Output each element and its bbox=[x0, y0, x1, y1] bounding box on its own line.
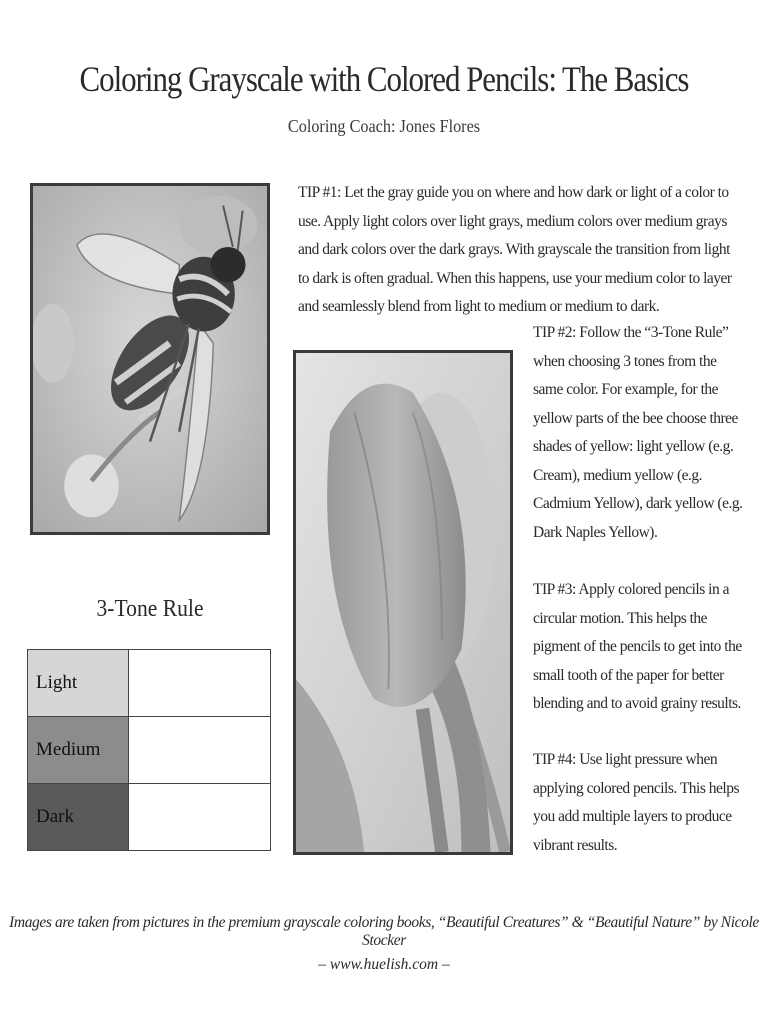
page-subtitle: Coloring Coach: Jones Flores bbox=[287, 116, 481, 136]
tone-swatch-dark bbox=[129, 784, 271, 851]
tone-label-light: Light bbox=[28, 650, 129, 717]
image-credit: Images are taken from pictures in the premium grayscale coloring books, “Beautiful Creatures” & “Beautiful Nature” by Nicole Stocker bbox=[9, 914, 759, 949]
tone-row-light bbox=[28, 650, 271, 717]
tone-row-dark bbox=[28, 784, 271, 851]
page-title: Coloring Grayscale with Colored Pencils: The Basics bbox=[79, 59, 689, 99]
tip-1: TIP #1: Let the gray guide you on where and how dark or light of a color to use. Apply light colors over light grays, medium colors over medium grays and dark colors over the dark grays. With grayscale the transition from light to dark is often gradual. When this happens, use your medium color to layer and seamlessly blend from light to medium or medium to dark. bbox=[298, 184, 732, 315]
tip-2: TIP #2: Follow the “3-Tone Rule” when choosing 3 tones from the same color. For example, for the yellow parts of the bee choose three shades of yellow: light yellow (e.g. Cream), medium yellow (e.g. Cadmium Yellow), dark yellow (e.g. Dark Naples Yellow). bbox=[533, 324, 743, 541]
bee-illustration bbox=[33, 186, 267, 532]
tone-rule-table bbox=[27, 649, 271, 851]
tulip-illustration bbox=[296, 353, 510, 852]
tip-3: TIP #3: Apply colored pencils in a circular motion. This helps the pigment of the pencils to get into the small tooth of the paper for better blending and to avoid grainy results. bbox=[533, 581, 742, 712]
tip-4: TIP #4: Use light pressure when applying colored pencils. This helps you add multiple layers to produce vibrant results. bbox=[533, 751, 739, 854]
tone-rule-title: 3-Tone Rule bbox=[96, 596, 204, 622]
tone-row-medium bbox=[28, 717, 271, 784]
tone-swatch-light bbox=[129, 650, 271, 717]
website-link[interactable]: – www.huelish.com – bbox=[318, 956, 450, 973]
tone-swatch-medium bbox=[129, 717, 271, 784]
tone-label-dark: Dark bbox=[28, 784, 129, 851]
tulip-photo bbox=[293, 350, 513, 855]
bee-photo bbox=[30, 183, 270, 535]
tone-label-medium: Medium bbox=[28, 717, 129, 784]
